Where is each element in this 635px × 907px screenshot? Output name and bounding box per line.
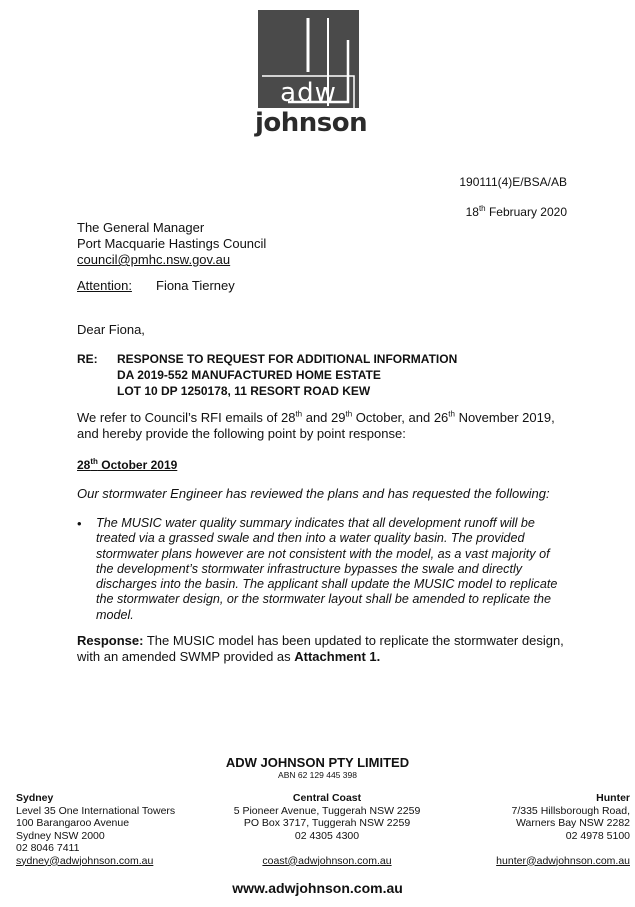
subject-line: DA 2019-552 MANUFACTURED HOME ESTATE xyxy=(117,368,381,382)
subject-block xyxy=(117,352,457,400)
coast-email-link[interactable]: coast@adwjohnson.com.au xyxy=(262,854,392,867)
recipient-line: Port Macquarie Hastings Council xyxy=(77,236,267,251)
salutation: Dear Fiona, xyxy=(77,322,145,337)
reference-number: 190111(4)E/BSA/AB xyxy=(459,175,567,189)
hunter-email-link[interactable]: hunter@adwjohnson.com.au xyxy=(496,854,630,867)
section-heading: 28th October 2019 xyxy=(77,457,178,472)
intro-paragraph: We refer to Council’s RFI emails of 28th and 29th October, and 26th November 2019, and hereby provide the following point by point response: xyxy=(77,409,555,441)
council-request-text: The MUSIC water quality summary indicates that all development runoff will be treated via a grassed swale and then into a water quality basin. The provided stormwater plans however are not consistent with the model, as a vast majority of the development’s stormwater infrastructure bypasses the swale and directly discharges into the basin. The applicant shall update the MUSIC model to replicate the stormwater design, or the stormwater layout shall be amended to replicate the model. xyxy=(96,516,558,622)
recipient-block xyxy=(77,220,266,268)
footer-office-central-coast: Central Coast 5 Pioneer Avenue, Tuggerah NSW 2259 PO Box 3717, Tuggerah NSW 2259 02 4305 4300 coast@adwjohnson.com.au xyxy=(217,792,437,867)
engineer-note: Our stormwater Engineer has reviewed the plans and has requested the following: xyxy=(77,486,550,501)
re-label: RE: xyxy=(77,352,98,366)
letter-date: 18th February 2020 xyxy=(465,204,567,219)
footer-company-name: ADW JOHNSON PTY LIMITED xyxy=(225,755,410,770)
footer-abn: ABN 62 129 445 398 xyxy=(278,770,357,780)
response-label: Response: xyxy=(77,633,144,648)
bullet-icon: • xyxy=(77,516,82,531)
attention-name: Fiona Tierney xyxy=(156,278,235,293)
logo-name: johnson xyxy=(255,108,368,138)
response-paragraph: Response: The MUSIC model has been updated to replicate the stormwater design, with an amended SWMP provided as Attachment 1. xyxy=(77,633,564,664)
footer-office-sydney: Sydney Level 35 One International Towers 100 Barangaroo Avenue Sydney NSW 2000 02 8046 7411 sydney@adwjohnson.com.au xyxy=(16,792,176,867)
subject-line: LOT 10 DP 1250178, 11 RESORT ROAD KEW xyxy=(117,384,371,398)
sydney-email-link[interactable]: sydney@adwjohnson.com.au xyxy=(16,854,154,867)
recipient-email-link[interactable]: council@pmhc.nsw.gov.au xyxy=(77,252,231,267)
footer-website-link[interactable]: www.adwjohnson.com.au xyxy=(232,880,403,896)
recipient-line: The General Manager xyxy=(77,220,205,235)
logo-wordmark: adw xyxy=(280,78,337,108)
subject-line: RESPONSE TO REQUEST FOR ADDITIONAL INFORMATION xyxy=(117,352,458,366)
attention-label: Attention: xyxy=(77,278,132,293)
attachment-reference: Attachment 1. xyxy=(294,649,381,664)
company-logo xyxy=(258,10,359,108)
footer-office-hunter: Hunter 7/335 Hillsborough Road, Warners Bay NSW 2282 02 4978 5100 hunter@adwjohnson.com.au xyxy=(430,792,630,867)
